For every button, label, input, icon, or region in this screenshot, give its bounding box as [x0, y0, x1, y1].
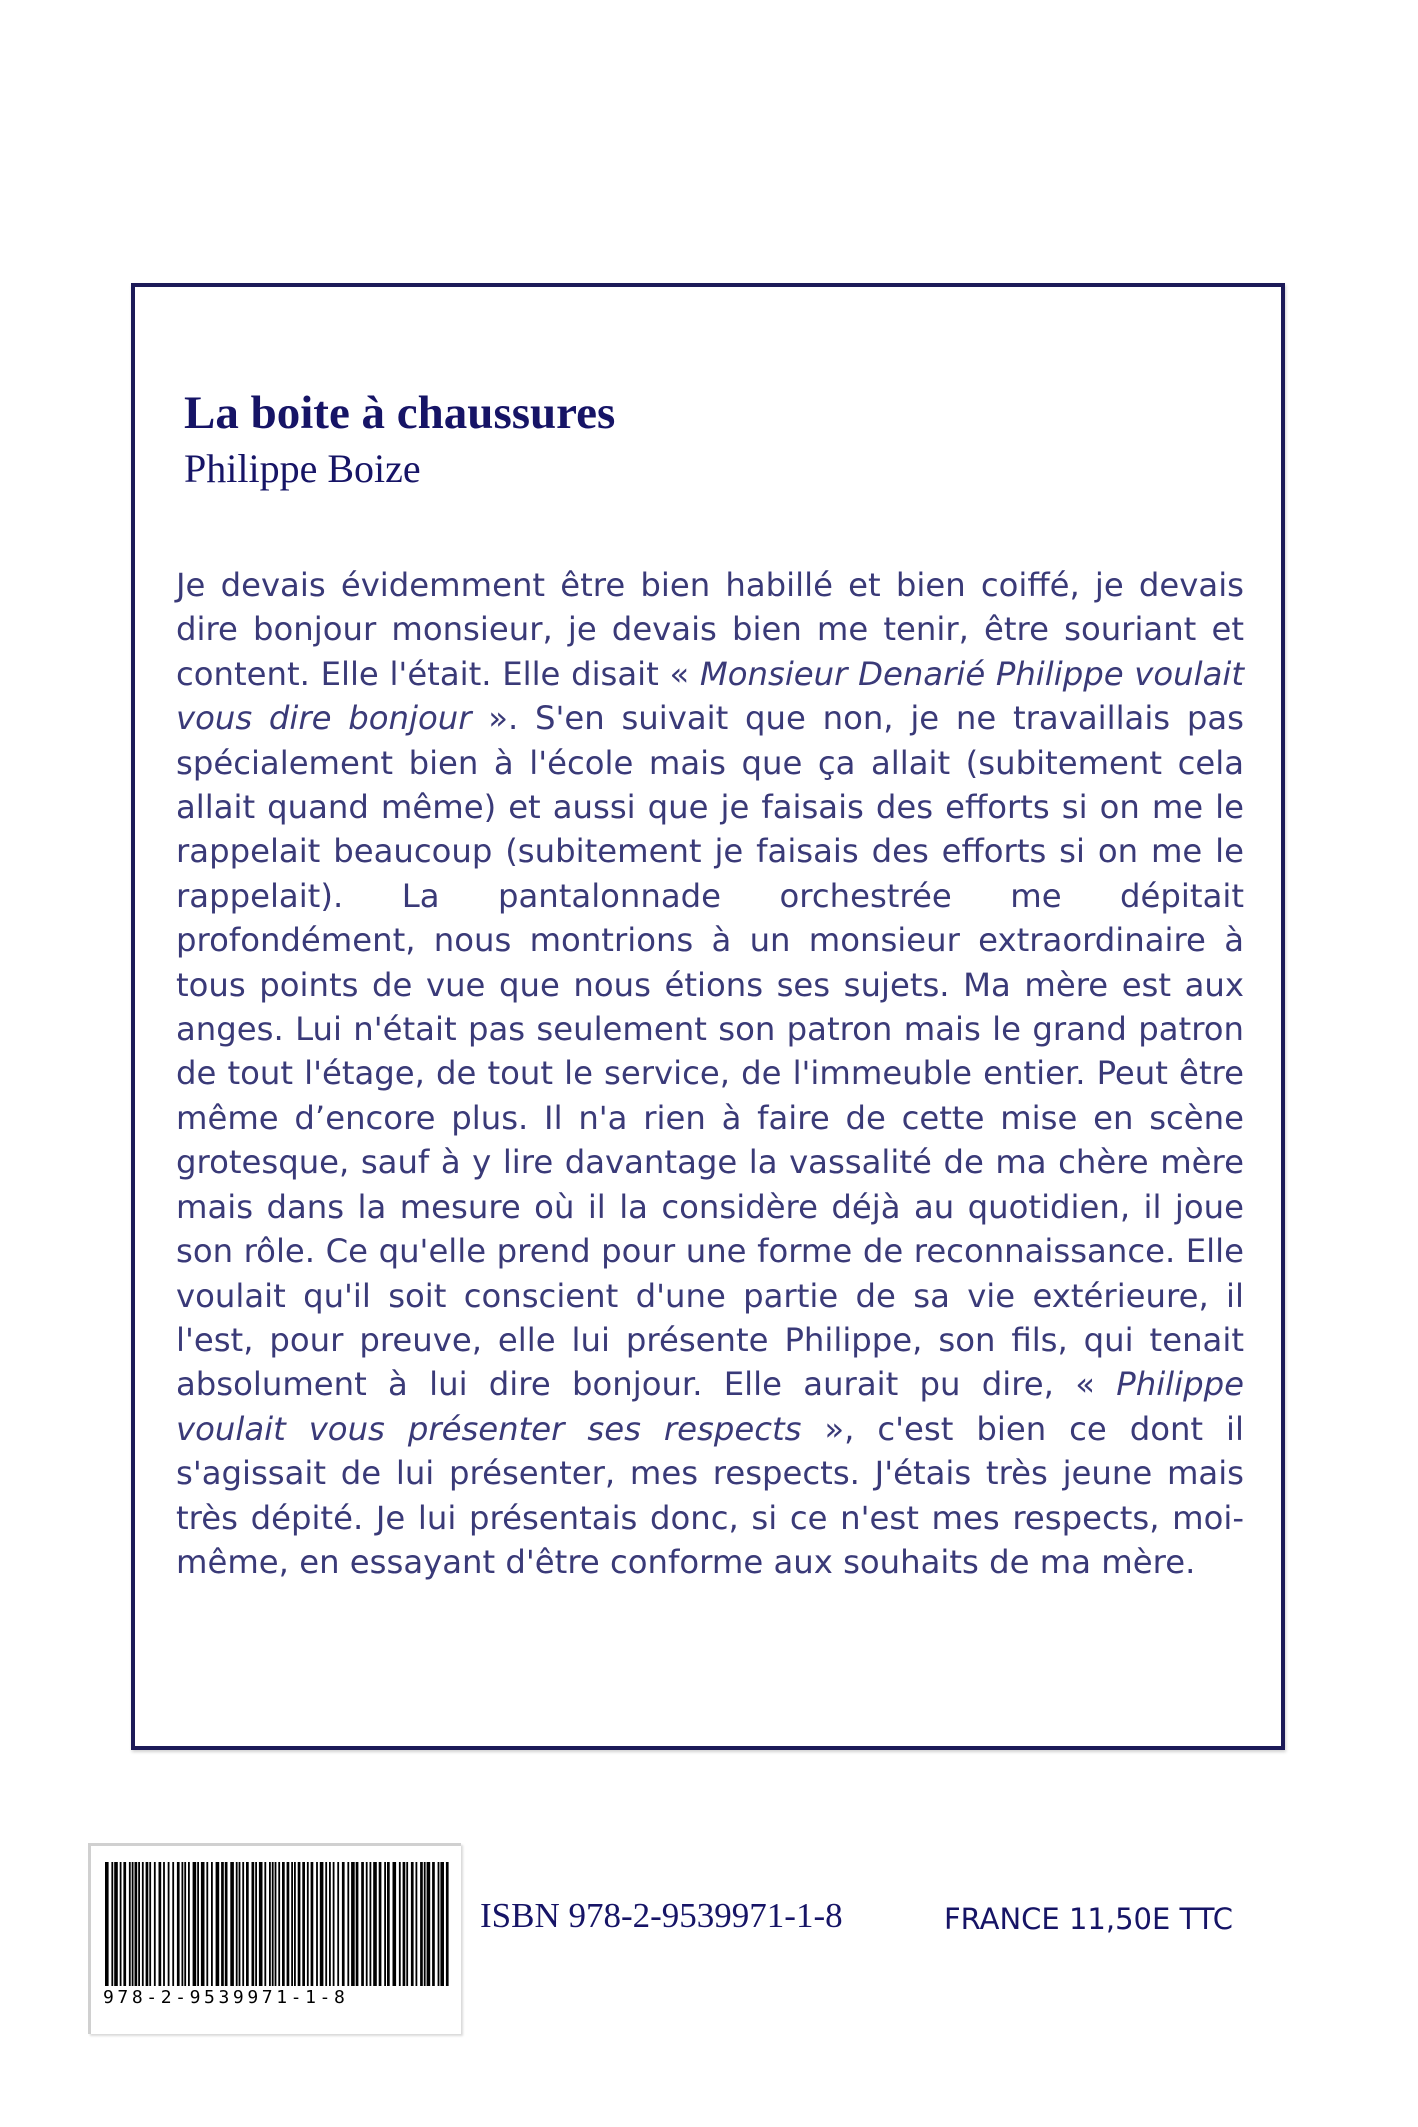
barcode-bar [446, 1862, 449, 1986]
barcode-bar [387, 1862, 390, 1986]
barcode-bar [163, 1862, 165, 1986]
barcode [88, 1843, 461, 2034]
barcode-bar [123, 1862, 126, 1986]
barcode-bar [154, 1862, 156, 1986]
barcode-bar [351, 1862, 355, 1986]
barcode-bar [282, 1862, 285, 1986]
barcode-bar [440, 1862, 444, 1986]
barcode-bar [177, 1862, 180, 1986]
barcode-bar [329, 1862, 331, 1986]
barcode-bar [172, 1862, 174, 1986]
barcode-bar [114, 1862, 118, 1986]
barcode-bar [291, 1862, 293, 1986]
barcode-bar [311, 1862, 314, 1986]
barcode-bar [149, 1862, 151, 1986]
barcode-bar [239, 1862, 241, 1986]
body-segment: », c'est bien ce dont il s'agissait de lui présenter, mes respects. J'étais très jeune mais très dépité. Je lui présentais donc, si ce n'est mes respects, moi-même, en essayant d'être conforme aux souhaits de ma mère. [176, 1409, 1244, 1581]
book-author: Philippe Boize [184, 446, 421, 491]
barcode-bar [135, 1862, 138, 1986]
quoted-speech: Monsieur Denarié Philippe voulait vous dire bonjour [176, 654, 1245, 738]
barcode-bar [294, 1862, 296, 1986]
book-title: La boite à chaussures [184, 387, 616, 439]
barcode-bar [393, 1862, 397, 1986]
barcode-bar [269, 1862, 271, 1986]
barcode-bars [105, 1862, 450, 1986]
barcode-bar [252, 1862, 255, 1986]
barcode-bar [132, 1862, 134, 1986]
barcode-bar [302, 1862, 305, 1986]
barcode-bar [142, 1862, 144, 1986]
barcode-bar [373, 1862, 377, 1986]
barcode-bar [255, 1862, 257, 1986]
barcode-bar [337, 1862, 339, 1986]
barcode-bar [272, 1862, 274, 1986]
barcode-bar [182, 1862, 184, 1986]
barcode-bar [320, 1862, 324, 1986]
barcode-bar [366, 1862, 368, 1986]
barcode-bar [225, 1862, 228, 1986]
barcode-bar [416, 1862, 418, 1986]
barcode-digits: 978-2-9539971-1-8 [103, 1987, 349, 2008]
barcode-bar [406, 1862, 408, 1986]
barcode-bar [432, 1862, 435, 1986]
barcode-bar [111, 1862, 113, 1986]
barcode-bar [275, 1862, 277, 1986]
barcode-bar [424, 1862, 426, 1986]
barcode-bar [242, 1862, 244, 1986]
barcode-bar [230, 1862, 234, 1986]
barcode-bar [287, 1862, 290, 1986]
barcode-bar [216, 1862, 220, 1986]
barcode-bar [264, 1862, 266, 1986]
barcode-bar [411, 1862, 414, 1986]
barcode-bar [197, 1862, 199, 1986]
barcode-bar [438, 1862, 440, 1986]
barcode-bar [278, 1862, 280, 1986]
barcode-bar [201, 1862, 205, 1986]
barcode-bar [370, 1862, 372, 1986]
barcode-bar [342, 1862, 345, 1986]
barcode-bar [379, 1862, 382, 1986]
barcode-bar [356, 1862, 359, 1986]
barcode-bar [159, 1862, 162, 1986]
quoted-speech: Philippe voulait vous présenter ses respects [176, 1365, 1244, 1448]
barcode-bar [333, 1862, 335, 1986]
barcode-bar [427, 1862, 431, 1986]
barcode-bar [316, 1862, 318, 1986]
isbn-number: ISBN 978-2-9539971-1-8 [480, 1896, 843, 1935]
barcode-bar [325, 1862, 327, 1986]
barcode-bar [193, 1862, 197, 1986]
synopsis-text [176, 563, 1244, 1584]
barcode-bar [307, 1862, 309, 1986]
barcode-bar [298, 1862, 301, 1986]
barcode-bar [361, 1862, 364, 1986]
barcode-bar [384, 1862, 386, 1986]
barcode-bar [259, 1862, 263, 1986]
barcode-bar [236, 1862, 238, 1986]
barcode-bar [129, 1862, 131, 1986]
barcode-bar [188, 1862, 190, 1986]
barcode-bar [105, 1862, 109, 1986]
barcode-bar [211, 1862, 213, 1986]
price-label: FRANCE 11,50E TTC [944, 1902, 1234, 1936]
barcode-bar [146, 1862, 149, 1986]
body-segment: Je devais évidemment être bien habillé et bien coiffé, je devais dire bonjour monsieur, je devais bien me tenir, être souriant et content. Elle l'était. Elle disait « [176, 566, 1244, 693]
barcode-bar [246, 1862, 249, 1986]
barcode-bar [206, 1862, 208, 1986]
barcode-bar [347, 1862, 349, 1986]
barcode-bar [138, 1862, 140, 1986]
barcode-bar [403, 1862, 406, 1986]
body-segment: ». S'en suivait que non, je ne travaillais pas spécialement bien à l'école mais que ça allait (subitement cela allait quand même) et aussi que je faisais des efforts si on me le rappelait beaucoup (subitement je faisais des efforts si on me le rappelait). La pantalonnade orchestrée me dépitait profondément, nous montrions à un monsieur extraordinaire à tous points de vue que nous étions ses sujets. Ma mère est aux anges. Lui n'était pas seulement son patron mais le grand patron de tout l'étage, de tout le service, de l'immeuble entier. Peut être même d’encore plus. Il n'a rien à faire de cette mise en scène grotesque, sauf à y lire davantage la vassalité de ma chère mère mais dans la mesure où il la considère déjà au quotidien, il joue son rôle. Ce qu'elle prend pour une forme de reconnaissance. Elle voulait qu'il soit conscient d'une partie de sa vie extérieure, il l'est, pour preuve, elle lui présente Philippe, son fils, qui tenait absolument à lui dire bonjour. Elle aurait pu dire, « [176, 699, 1244, 1404]
barcode-bar [420, 1862, 423, 1986]
barcode-bar [399, 1862, 401, 1986]
barcode-bar [184, 1862, 186, 1986]
barcode-bar [168, 1862, 170, 1986]
barcode-bar [120, 1862, 122, 1986]
barcode-bar [221, 1862, 224, 1986]
